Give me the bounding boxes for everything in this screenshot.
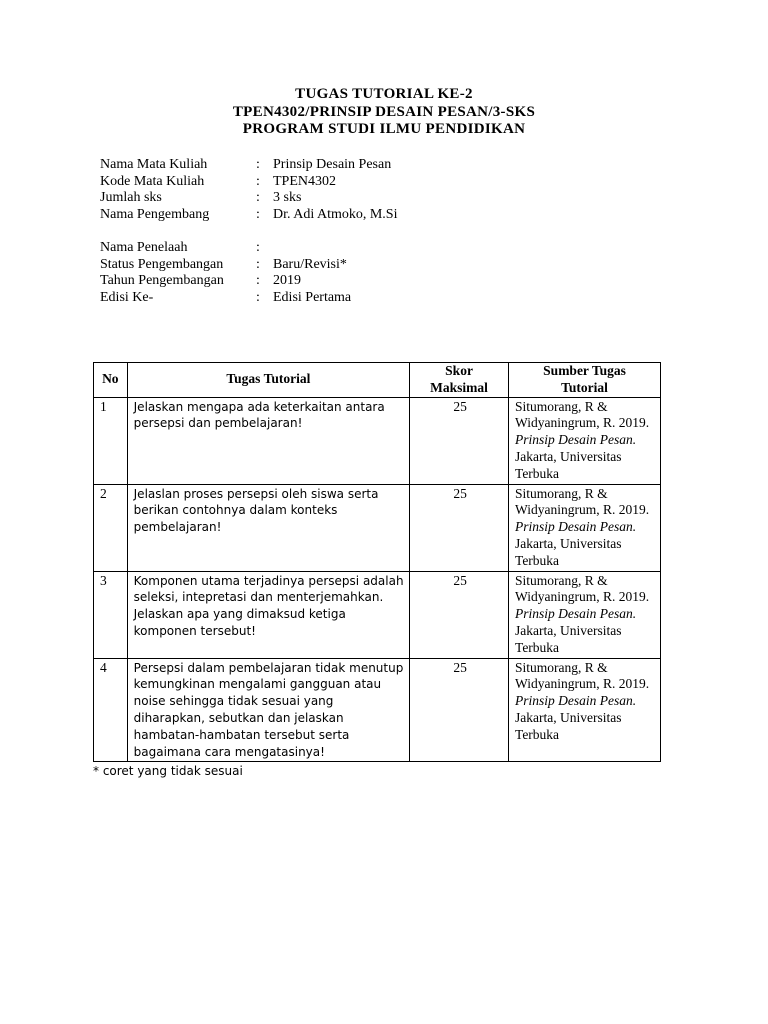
table-row	[94, 571, 661, 658]
row-number: 4	[94, 658, 128, 762]
source-publisher: Jakarta, Universitas Terbuka	[515, 535, 622, 568]
info-separator: :	[256, 256, 260, 272]
course-code-title: TPEN4302/PRINSIP DESAIN PESAN/3-SKS	[232, 104, 536, 120]
info-value: 3 sks	[273, 190, 302, 206]
info-value: 2019	[273, 273, 301, 289]
header-score-line1: Skor	[445, 363, 473, 378]
info-value: TPEN4302	[273, 173, 336, 189]
task-text: Persepsi dalam pembelajaran tidak menutup kemungkinan mengalami gangguan atau noise sehingga tidak sesuai yang diharapkan, sebutkan dan jelaskan hambatan-hambatan tersebut serta bagaimana cara mengatasinya!	[127, 658, 409, 762]
source-publisher: Jakarta, Universitas Terbuka	[515, 622, 622, 655]
row-number: 3	[94, 571, 128, 658]
info-value: Baru/Revisi*	[273, 256, 347, 272]
info-separator: :	[256, 289, 260, 305]
info-label: Tahun Pengembangan	[100, 273, 224, 289]
table-row	[94, 484, 661, 571]
footnote: * coret yang tidak sesuai	[93, 764, 243, 778]
source-authors: Situmorang, R & Widyaningrum, R. 2019.	[515, 398, 650, 431]
info-separator: :	[256, 206, 260, 222]
source-reference	[509, 484, 661, 571]
source-book-title: Prinsip Desain Pesan.	[515, 519, 637, 535]
table-header-row	[94, 363, 661, 398]
info-label: Nama Mata Kuliah	[100, 157, 208, 172]
info-value: Dr. Adi Atmoko, M.Si	[273, 206, 398, 222]
info-separator: :	[256, 157, 260, 172]
max-score: 25	[410, 397, 509, 484]
task-text: Jelaslan proses persepsi oleh siswa serta berikan contohnya dalam konteks pembelajaran!	[127, 484, 409, 571]
source-reference	[509, 571, 661, 658]
info-separator: :	[256, 273, 260, 289]
source-authors: Situmorang, R & Widyaningrum, R. 2019.	[515, 485, 650, 518]
header-max-score	[410, 363, 509, 398]
tutorial-task-table	[93, 362, 661, 762]
task-text: Komponen utama terjadinya persepsi adalah seleksi, intepretasi dan menterjemahkan. Jelaskan apa yang dimaksud ketiga komponen tersebut!	[127, 571, 409, 658]
header-task: Tugas Tutorial	[127, 363, 409, 398]
program-title: PROGRAM STUDI ILMU PENDIDIKAN	[242, 121, 526, 137]
info-label: Jumlah sks	[100, 190, 162, 206]
header-no: No	[94, 363, 128, 398]
info-label: Status Pengembangan	[100, 256, 224, 272]
source-book-title: Prinsip Desain Pesan.	[515, 432, 637, 448]
source-book-title: Prinsip Desain Pesan.	[515, 606, 637, 622]
table-row	[94, 658, 661, 762]
document-title: TUGAS TUTORIAL KE-2	[295, 86, 473, 102]
max-score: 25	[410, 484, 509, 571]
row-number: 2	[94, 484, 128, 571]
info-value: Prinsip Desain Pesan	[273, 157, 392, 172]
header-source	[509, 363, 661, 398]
info-separator: :	[256, 240, 260, 255]
source-publisher: Jakarta, Universitas Terbuka	[515, 709, 622, 742]
row-number: 1	[94, 397, 128, 484]
max-score: 25	[410, 658, 509, 762]
info-label: Nama Pengembang	[100, 206, 210, 222]
source-reference	[509, 397, 661, 484]
task-text: Jelaskan mengapa ada keterkaitan antara persepsi dan pembelajaran!	[127, 397, 409, 484]
source-publisher: Jakarta, Universitas Terbuka	[515, 448, 622, 481]
info-separator: :	[256, 173, 260, 189]
max-score: 25	[410, 571, 509, 658]
info-label: Edisi Ke-	[100, 289, 154, 305]
table-row	[94, 397, 661, 484]
source-authors: Situmorang, R & Widyaningrum, R. 2019.	[515, 572, 650, 605]
info-label: Nama Penelaah	[100, 240, 188, 255]
header-source-line2: Tutorial	[561, 379, 608, 395]
source-authors: Situmorang, R & Widyaningrum, R. 2019.	[515, 659, 650, 692]
info-separator: :	[256, 190, 260, 206]
info-value: Edisi Pertama	[273, 289, 352, 305]
header-score-line2: Maksimal	[430, 379, 488, 395]
source-book-title: Prinsip Desain Pesan.	[515, 693, 637, 709]
info-label: Kode Mata Kuliah	[100, 173, 205, 189]
header-source-line1: Sumber Tugas	[543, 363, 626, 378]
source-reference	[509, 658, 661, 762]
